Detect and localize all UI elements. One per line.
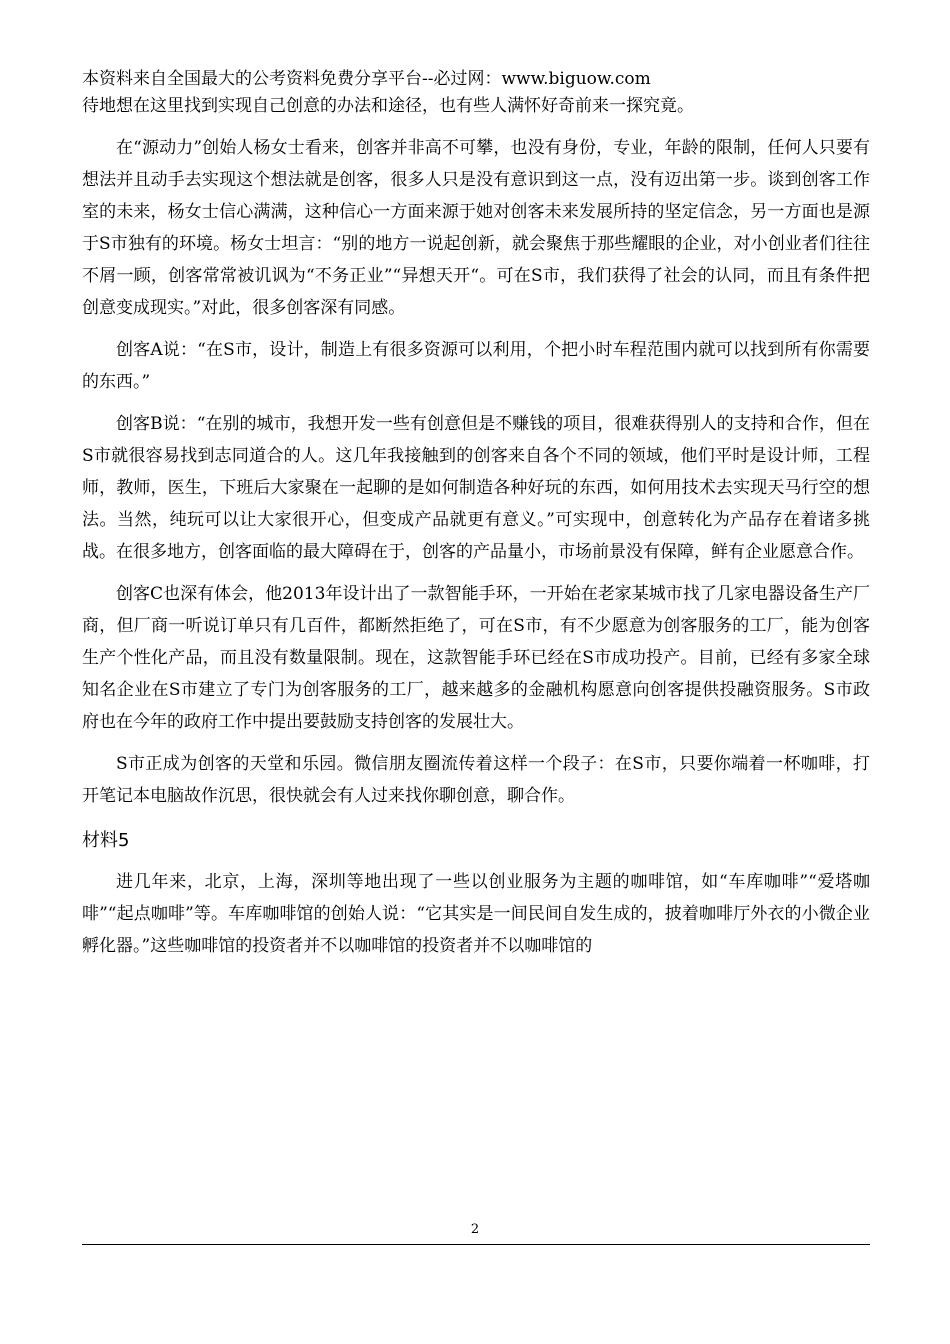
paragraph-maker-a: 创客A说：“在S市，设计，制造上有很多资源可以利用，个把小时车程范围内就可以找到所有你需要的东西。” (82, 340, 870, 392)
section-title: 材料5 (82, 830, 130, 851)
document-body (82, 90, 870, 962)
paragraph-yang-interview: 在“源动力”创始人杨女士看来，创客并非高不可攀，也没有身份，专业，年龄的限制，任何人只要有想法并且动手去实现这个想法就是创客，很多人只是没有意识到这一点，没有迈出第一步。谈到创客工作室的未来，杨女士信心满满，这种信心一方面来源于她对创客未来发展所持的坚定信念，另一方面也是源于S市独有的环境。杨女士坦言：“别的地方一说起创新，就会聚焦于那些耀眼的企业，对小创业者们往往不屑一顾，创客常常被讥讽为“不务正业”“异想天开“。可在S市，我们获得了社会的认同，而且有条件把创意变成现实。”对此，很多创客深有同感。 (82, 138, 870, 318)
paragraph-s-city: S市正成为创客的天堂和乐园。微信朋友圈流传着这样一个段子：在S市，只要你端着一杯咖啡，打开笔记本电脑故作沉思，很快就会有人过来找你聊创意，聊合作。 (82, 754, 870, 806)
paragraph-continuation: 待地想在这里找到实现自己创意的办法和途径，也有些人满怀好奇前来一探究竟。 (82, 96, 694, 116)
source-header: 本资料来自全国最大的公考资料免费分享平台--必过网：www.biguow.com (82, 69, 651, 89)
paragraph-maker-b: 创客B说：“在别的城市，我想开发一些有创意但是不赚钱的项目，很难获得别人的支持和合作，但在S市就很容易找到志同道合的人。这几年我接触到的创客来自各个不同的领域，他们平时是设计师，工程师，教师，医生，下班后大家聚在一起聊的是如何制造各种好玩的东西，如何用技术去实现天马行空的想法。当然，纯玩可以让大家很开心，但变成产品就更有意义。”可实现中，创意转化为产品存在着诸多挑战。在很多地方，创客面临的最大障碍在于，创客的产品量小，市场前景没有保障，鲜有企业愿意合作。 (82, 414, 870, 562)
paragraph-material-5: 进几年来，北京，上海，深圳等地出现了一些以创业服务为主题的咖啡馆，如“车库咖啡”“爱塔咖啡”“起点咖啡”等。车库咖啡馆的创始人说：“它其实是一间民间自发生成的，披着咖啡厅外衣的小微企业孵化器。”这些咖啡馆的投资者并不以咖啡馆的投资者并不以咖啡馆的 (82, 872, 870, 956)
footer-divider (82, 1244, 870, 1245)
page-number: 2 (470, 1222, 480, 1237)
paragraph-maker-c: 创客C也深有体会，他2013年设计出了一款智能手环，一开始在老家某城市找了几家电器设备生产厂商，但厂商一听说订单只有几百件，都断然拒绝了，可在S市，有不少愿意为创客服务的工厂，能为创客生产个性化产品，而且没有数量限制。现在，这款智能手环已经在S市成功投产。目前，已经有多家全球知名企业在S市建立了专门为创客服务的工厂，越来越多的金融机构愿意向创客提供投融资服务。S市政府也在今年的政府工作中提出要鼓励支持创客的发展壮大。 (82, 584, 870, 732)
